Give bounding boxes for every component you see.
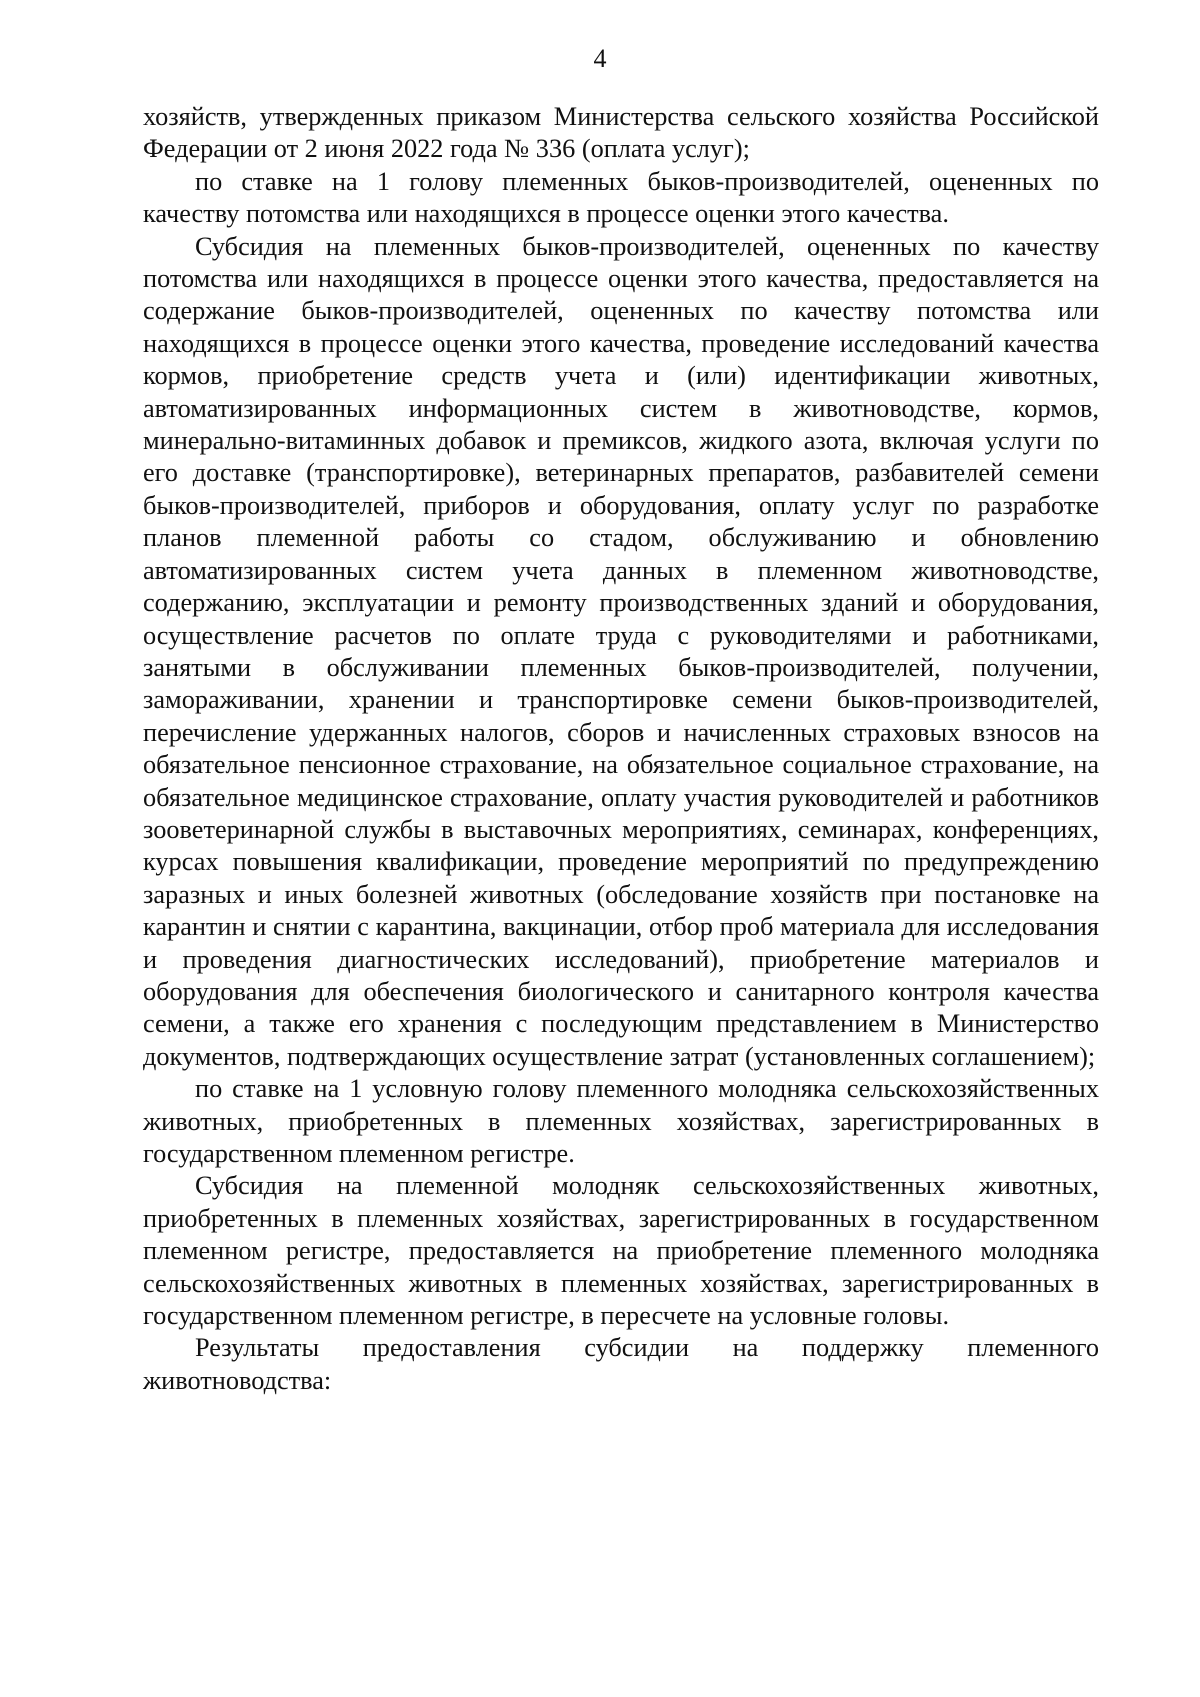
paragraph-continuation: хозяйств, утвержденных приказом Министерства сельского хозяйства Российской Федерации от 2 июня 2022 года № 336 (оплата услуг); xyxy=(143,102,1099,164)
paragraph-bull-subsidy: Субсидия на племенных быков-производителей, оцененных по качеству потомства или находящихся в процессе оценки этого качества, предоставляется на содержание быков-производителей, оцененных по качеству потомства или находящихся в процессе оценки этого качества, проведение исследований качества кормов, приобретение средств учета и (или) идентификации животных, автоматизированных информационных систем в животноводстве, кормов, минерально-витаминных добавок и премиксов, жидкого азота, включая услуги по его доставке (транспортировке), ветеринарных препаратов, разбавителей семени быков-производителей, приборов и оборудования, оплату услуг по разработке планов племенной работы со стадом, обслуживанию и обновлению автоматизированных систем учета данных в племенном животноводстве, содержанию, эксплуатации и ремонту производственных зданий и оборудования, осуществление расчетов по оплате труда с руководителями и работниками, занятыми в обслуживании племенных быков-производителей, получении, замораживании, хранении и транспортировке семени быков-производителей, перечисление удержанных налогов, сборов и начисленных страховых взносов на обязательное пенсионное страхование, на обязательное социальное страхование, на обязательное медицинское страхование, оплату участия руководителей и работников зооветеринарной службы в выставочных мероприятиях, семинарах, конференциях, курсах повышения квалификации, проведение мероприятий по предупреждению заразных и иных болезней животных (обследование хозяйств при постановке на карантин и снятии с карантина, вакцинации, отбор проб материала для исследования и проведения диагностических исследований), приобретение материалов и оборудования для обеспечения биологического и санитарного контроля качества семени, а также его хранения с последующим представлением в Министерство документов, подтверждающих осуществление затрат (установленных соглашением); xyxy=(143,231,1099,1071)
paragraph-young-stock-rate: по ставке на 1 условную голову племенного молодняка сельскохозяйственных животных, приобретенных в племенных хозяйствах, зарегистрированных в государственном племенном регистре. xyxy=(143,1074,1099,1168)
paragraph-results: Результаты предоставления субсидии на поддержку племенного животноводства: xyxy=(143,1333,1099,1395)
paragraph-young-stock-subsidy: Субсидия на племенной молодняк сельскохозяйственных животных, приобретенных в племенных хозяйствах, зарегистрированных в государственном племенном регистре, предоставляется на приобретение племенного молодняка сельскохозяйственных животных в племенных хозяйствах, зарегистрированных в государственном племенном регистре, в пересчете на условные головы. xyxy=(143,1171,1099,1331)
paragraph-bull-rate: по ставке на 1 голову племенных быков-производителей, оцененных по качеству потомства или находящихся в процессе оценки этого качества. xyxy=(143,166,1099,229)
document-body xyxy=(143,101,1099,1397)
page-number: 4 xyxy=(593,44,607,73)
